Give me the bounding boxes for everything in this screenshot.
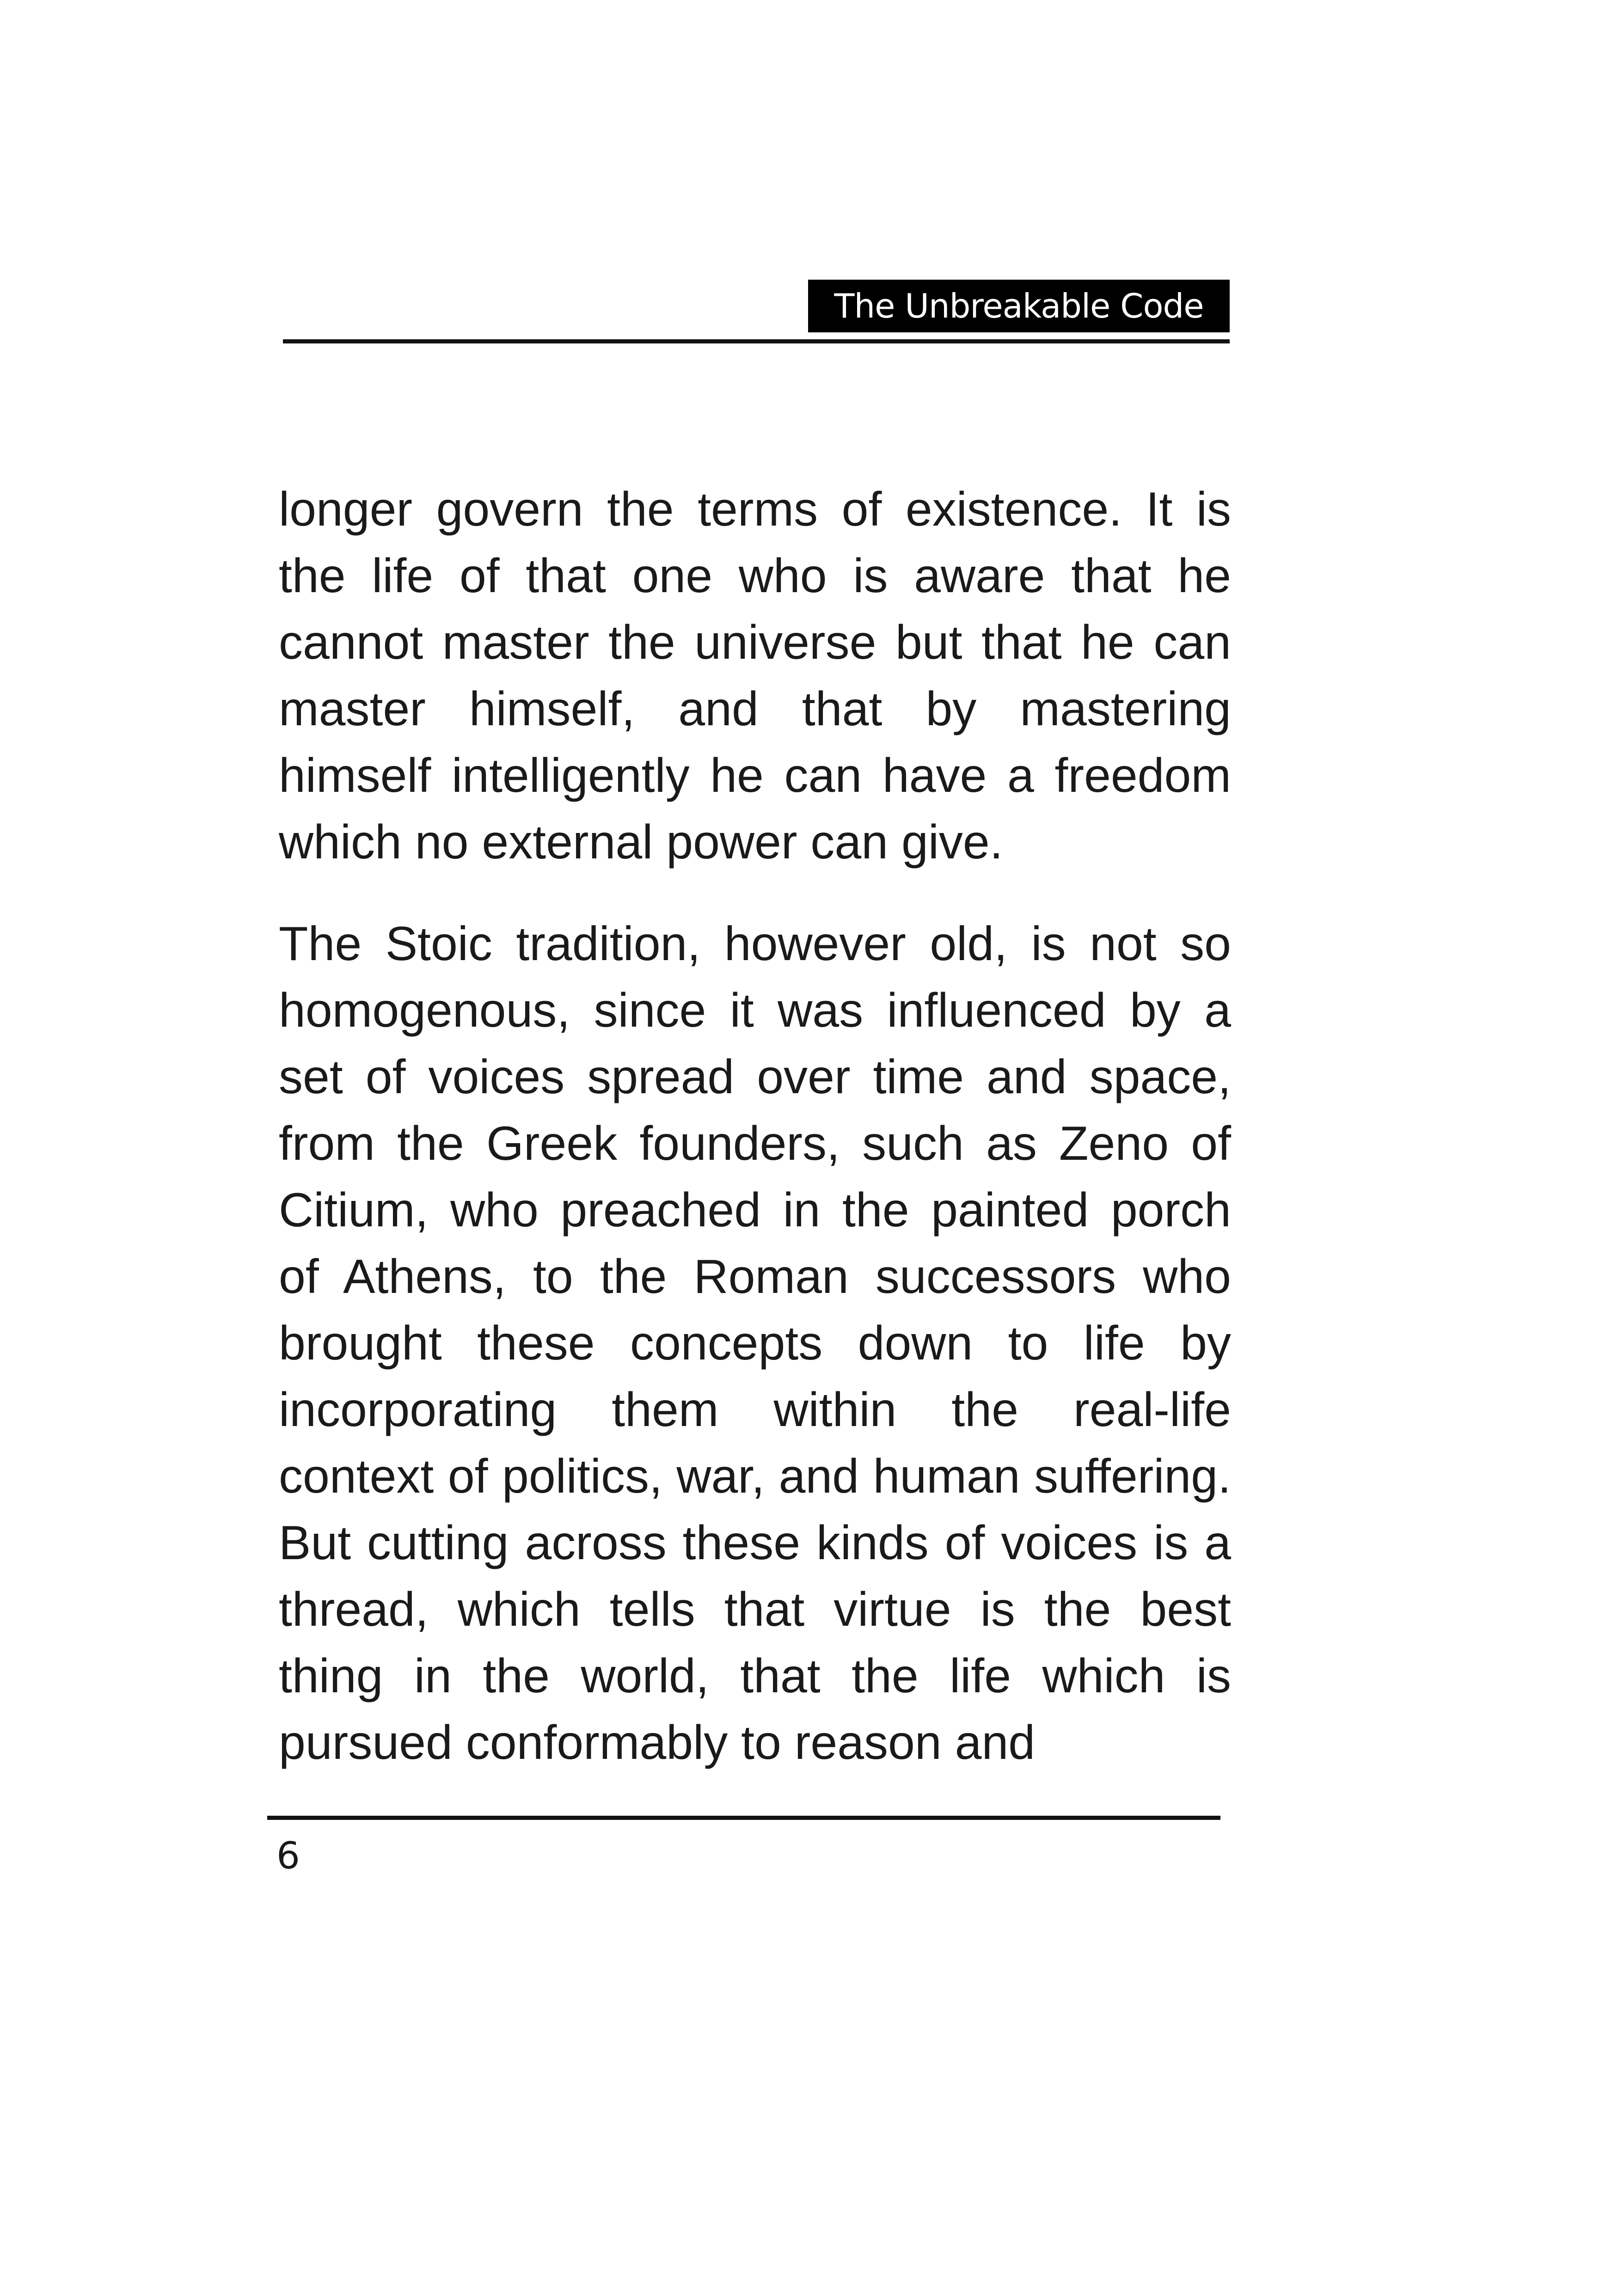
header-divider [283,339,1230,343]
paragraph: longer govern the terms of existence. It is the life of that one who is aware that he cannot master the universe but that he can master himself, and that by mastering himself intelligently he can have a freedom which no external power can give. [279,483,1231,869]
paragraph: The Stoic tradition, however old, is not so homogenous, since it was influenced by a set of voices spread over time and space, from the Greek founders, such as Zeno of Citium, who preached in the painted porch of Athens, to the Roman successors who brought these concepts down to life by incorporating them within the real-life context of politics, war, and human suffering. But cutting across these kinds of voices is a thread, which tells that virtue is the best thing in the world, that the life which is pursued conformably to reason and [279,917,1231,1769]
running-header-title: The Unbreakable Code [808,280,1230,332]
footer-divider [267,1816,1220,1820]
body-text [279,476,1231,1776]
page-number: 6 [276,1834,300,1877]
